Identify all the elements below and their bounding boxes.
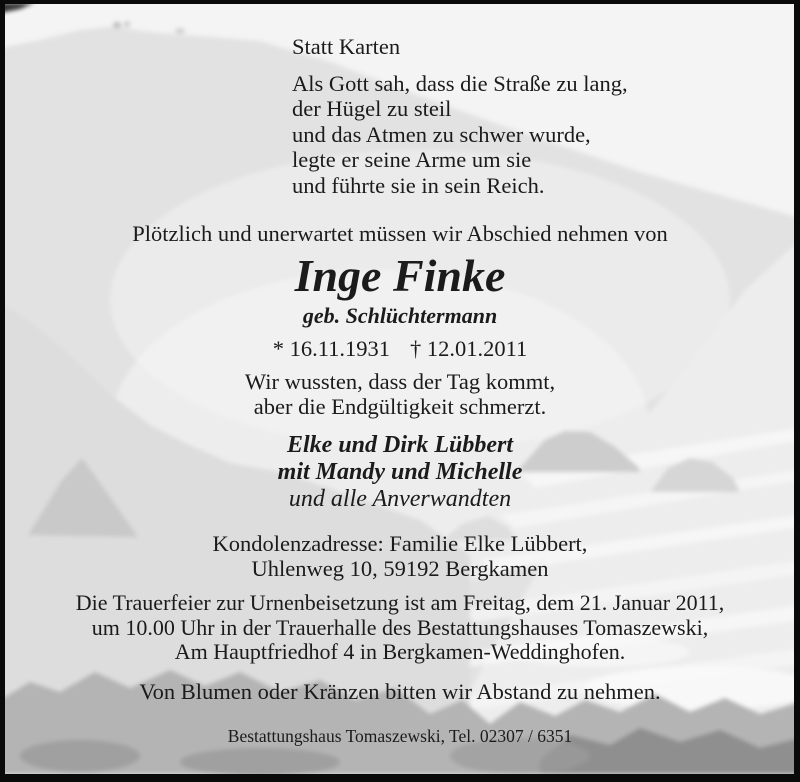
funeral-info — [0, 591, 800, 665]
death-date: † 12.01.2011 — [410, 336, 528, 361]
poem — [292, 71, 628, 198]
mourner-line: mit Mandy und Michelle — [277, 459, 523, 485]
condolence-line: Uhlenweg 10, 59192 Bergkamen — [251, 556, 549, 582]
deceased-name: Inge Finke — [294, 250, 506, 301]
intro-line: Plötzlich und unerwartet müssen wir Abschied nehmen von — [132, 221, 668, 246]
maiden-name: geb. Schlüchtermann — [302, 303, 498, 328]
sentiment-line: Wir wussten, dass der Tag kommt, — [244, 369, 556, 394]
poem-line: und führte sie in sein Reich. — [292, 172, 545, 198]
poem-line: legte er seine Arme um sie — [292, 147, 532, 173]
funeral-line: Die Trauerfeier zur Urnenbeisetzung ist am Freitag, dem 21. Januar 2011, — [75, 590, 725, 615]
sentiment — [0, 369, 800, 420]
sentiment-line: aber die Endgültigkeit schmerzt. — [253, 394, 547, 420]
poem-line: der Hügel zu steil — [292, 96, 452, 122]
poem-line: und das Atmen zu schwer wurde, — [292, 121, 591, 147]
mourners — [0, 432, 800, 513]
condolence-address — [0, 531, 800, 582]
funeral-home-contact: Bestattungshaus Tomaszewski, Tel. 02307 / 6351 — [227, 726, 573, 746]
poem-line: Als Gott sah, dass die Straße zu lang, — [292, 71, 628, 96]
birth-date: * 16.11.1931 — [272, 336, 390, 361]
pre-line: Statt Karten — [292, 34, 401, 59]
funeral-line: Am Hauptfriedhof 4 in Bergkamen-Weddinghofen. — [174, 639, 626, 665]
funeral-line: um 10.00 Uhr in der Trauerhalle des Bestattungshauses Tomaszewski, — [91, 614, 709, 640]
condolence-line: Kondolenzadresse: Familie Elke Lübbert, — [212, 531, 588, 556]
flowers-request: Von Blumen oder Kränzen bitten wir Abstand zu nehmen. — [139, 679, 661, 704]
mourner-line: Elke und Dirk Lübbert — [286, 432, 514, 458]
life-dates — [0, 336, 800, 362]
mourner-line: und alle Anverwandten — [288, 486, 512, 512]
